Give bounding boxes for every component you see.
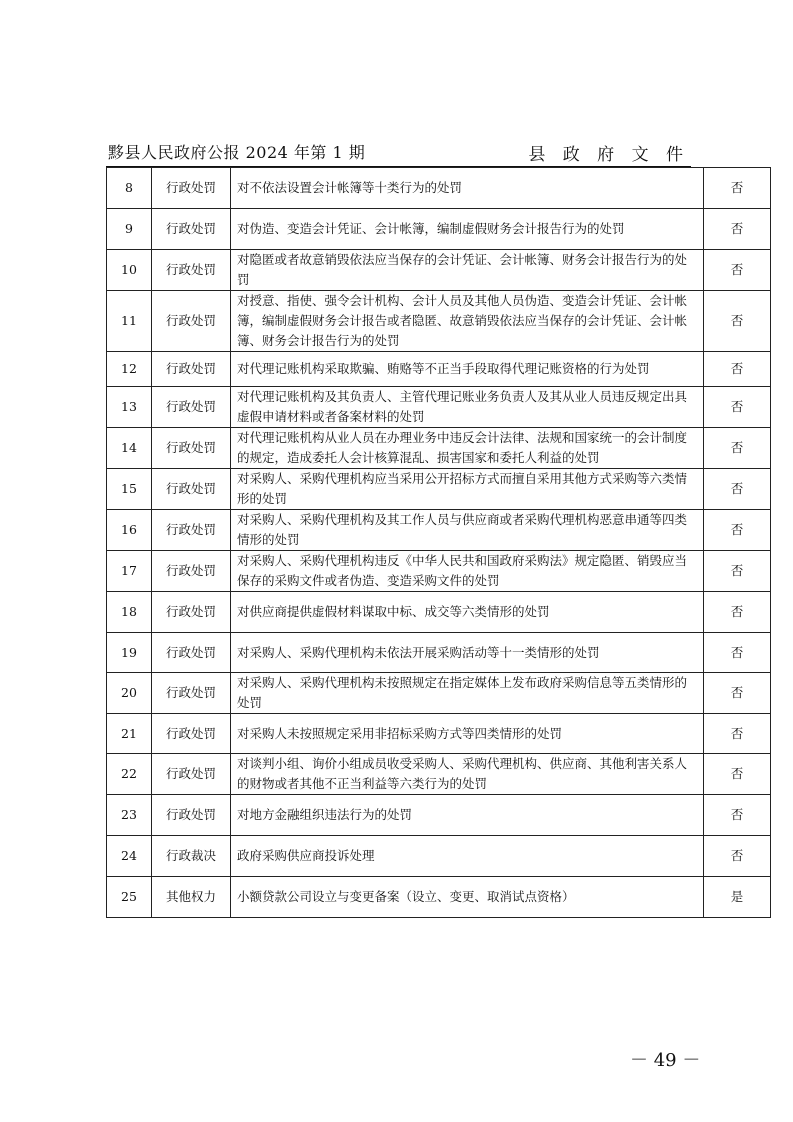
row-number: 17 [107, 551, 152, 592]
power-description: 小额贷款公司设立与变更备案（设立、变更、取消试点资格） [231, 877, 704, 918]
power-type: 行政处罚 [152, 795, 231, 836]
power-type: 行政处罚 [152, 469, 231, 510]
row-number: 14 [107, 428, 152, 469]
flag-cell: 否 [704, 510, 771, 551]
table-row [107, 754, 771, 795]
power-type: 行政处罚 [152, 352, 231, 387]
flag-cell: 否 [704, 551, 771, 592]
flag-cell: 否 [704, 428, 771, 469]
table-row [107, 673, 771, 714]
power-description: 对采购人、采购代理机构未依法开展采购活动等十一类情形的处罚 [231, 633, 704, 673]
flag-cell: 否 [704, 209, 771, 250]
row-number: 20 [107, 673, 152, 714]
flag-cell: 否 [704, 836, 771, 877]
row-number: 16 [107, 510, 152, 551]
power-type: 行政处罚 [152, 592, 231, 633]
power-description: 对伪造、变造会计凭证、会计帐簿，编制虚假财务会计报告行为的处罚 [231, 209, 704, 250]
power-type: 行政处罚 [152, 428, 231, 469]
power-description: 对供应商提供虚假材料谋取中标、成交等六类情形的处罚 [231, 592, 704, 633]
table-row [107, 633, 771, 673]
flag-cell: 否 [704, 250, 771, 291]
power-description: 对代理记账机构从业人员在办理业务中违反会计法律、法规和国家统一的会计制度的规定，造成委托人会计核算混乱、损害国家和委托人利益的处罚 [231, 428, 704, 469]
power-description: 对不依法设置会计帐簿等十类行为的处罚 [231, 168, 704, 209]
power-description: 对采购人、采购代理机构违反《中华人民共和国政府采购法》规定隐匿、销毁应当保存的采购文件或者伪造、变造采购文件的处罚 [231, 551, 704, 592]
power-type: 行政处罚 [152, 291, 231, 352]
table-row [107, 795, 771, 836]
table-row [107, 592, 771, 633]
row-number: 22 [107, 754, 152, 795]
power-type: 其他权力 [152, 877, 231, 918]
flag-cell: 否 [704, 592, 771, 633]
flag-cell: 否 [704, 168, 771, 209]
table-row [107, 291, 771, 352]
power-type: 行政处罚 [152, 209, 231, 250]
flag-cell: 否 [704, 469, 771, 510]
flag-cell: 否 [704, 795, 771, 836]
power-description: 对代理记账机构采取欺骗、贿赂等不正当手段取得代理记账资格的行为处罚 [231, 352, 704, 387]
power-description: 对隐匿或者故意销毁依法应当保存的会计凭证、会计帐簿、财务会计报告行为的处罚 [231, 250, 704, 291]
power-description: 对地方金融组织违法行为的处罚 [231, 795, 704, 836]
power-type: 行政处罚 [152, 673, 231, 714]
power-description: 对谈判小组、询价小组成员收受采购人、采购代理机构、供应商、其他利害关系人的财物或者其他不正当利益等六类行为的处罚 [231, 754, 704, 795]
power-type: 行政处罚 [152, 510, 231, 551]
power-type: 行政处罚 [152, 714, 231, 754]
table-row [107, 352, 771, 387]
flag-cell: 否 [704, 714, 771, 754]
table-row [107, 551, 771, 592]
table-row [107, 250, 771, 291]
table-row [107, 387, 771, 428]
power-description: 对采购人未按照规定采用非招标采购方式等四类情形的处罚 [231, 714, 704, 754]
power-type: 行政处罚 [152, 250, 231, 291]
flag-cell: 否 [704, 633, 771, 673]
table-row [107, 428, 771, 469]
row-number: 8 [107, 168, 152, 209]
table-body [107, 168, 771, 918]
flag-cell: 是 [704, 877, 771, 918]
page-number: － 49 － [630, 1050, 701, 1071]
power-description: 对采购人、采购代理机构及其工作人员与供应商或者采购代理机构恶意串通等四类情形的处罚 [231, 510, 704, 551]
power-list-table [106, 167, 771, 918]
table-row [107, 836, 771, 877]
flag-cell: 否 [704, 754, 771, 795]
power-description: 对授意、指使、强令会计机构、会计人员及其他人员伪造、变造会计凭证、会计帐簿，编制虚假财务会计报告或者隐匿、故意销毁依法应当保存的会计凭证、会计帐簿、财务会计报告行为的处罚 [231, 291, 704, 352]
power-type: 行政处罚 [152, 387, 231, 428]
table-row [107, 877, 771, 918]
power-type: 行政处罚 [152, 551, 231, 592]
flag-cell: 否 [704, 673, 771, 714]
row-number: 13 [107, 387, 152, 428]
table-row [107, 168, 771, 209]
row-number: 10 [107, 250, 152, 291]
row-number: 11 [107, 291, 152, 352]
row-number: 19 [107, 633, 152, 673]
row-number: 15 [107, 469, 152, 510]
power-type: 行政处罚 [152, 168, 231, 209]
row-number: 12 [107, 352, 152, 387]
row-number: 9 [107, 209, 152, 250]
power-description: 对采购人、采购代理机构未按照规定在指定媒体上发布政府采购信息等五类情形的处罚 [231, 673, 704, 714]
power-description: 对采购人、采购代理机构应当采用公开招标方式而擅自采用其他方式采购等六类情形的处罚 [231, 469, 704, 510]
section-title: 县 政 府 文 件 [528, 145, 689, 165]
table-row [107, 510, 771, 551]
bulletin-title: 黟县人民政府公报 2024 年第 1 期 [108, 143, 366, 162]
table-row [107, 714, 771, 754]
flag-cell: 否 [704, 387, 771, 428]
power-description: 对代理记账机构及其负责人、主管代理记账业务负责人及其从业人员违反规定出具虚假申请材料或者备案材料的处罚 [231, 387, 704, 428]
row-number: 25 [107, 877, 152, 918]
row-number: 21 [107, 714, 152, 754]
power-type: 行政处罚 [152, 633, 231, 673]
power-type: 行政裁决 [152, 836, 231, 877]
power-type: 行政处罚 [152, 754, 231, 795]
row-number: 24 [107, 836, 152, 877]
table-row [107, 469, 771, 510]
power-description: 政府采购供应商投诉处理 [231, 836, 704, 877]
table-row [107, 209, 771, 250]
row-number: 18 [107, 592, 152, 633]
flag-cell: 否 [704, 352, 771, 387]
row-number: 23 [107, 795, 152, 836]
flag-cell: 否 [704, 291, 771, 352]
